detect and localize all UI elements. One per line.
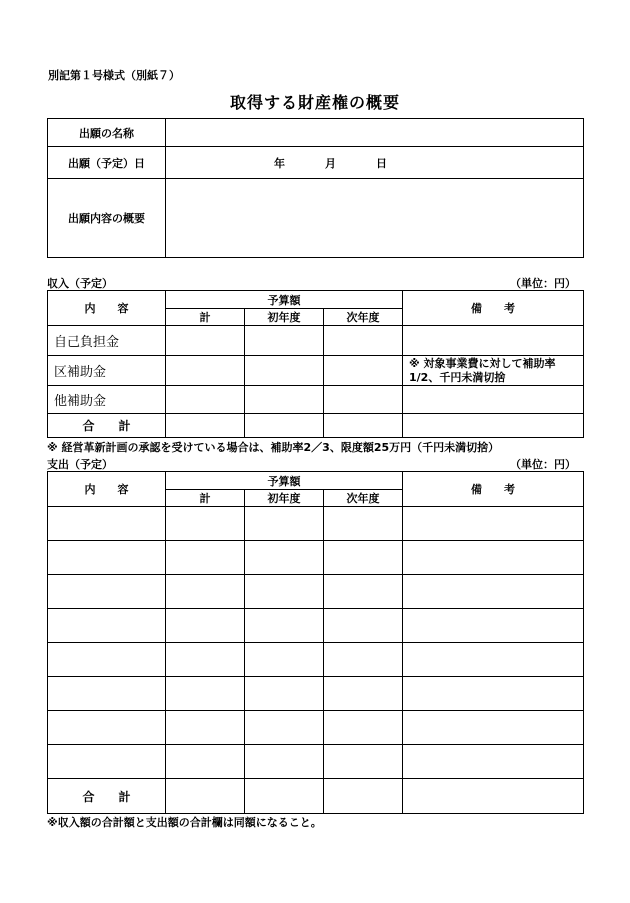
- form-number: 別記第１号様式（別紙７）: [48, 69, 180, 82]
- expense-unit-label: （単位：円）: [510, 458, 576, 471]
- income-remarks-cell[interactable]: [403, 386, 584, 414]
- expense-item-cell[interactable]: [48, 711, 166, 745]
- income-footnote: ※ 経営革新計画の承認を受けている場合は、補助率2／3、限度額25万円（千円未満切捨）: [47, 441, 500, 454]
- income-cell[interactable]: [166, 386, 245, 414]
- expense-cell[interactable]: [245, 575, 324, 609]
- expense-cell[interactable]: [245, 541, 324, 575]
- income-remarks-note: [403, 356, 584, 386]
- expense-remarks-cell[interactable]: [403, 745, 584, 779]
- income-row-other-subsidy: 他補助金: [48, 386, 166, 414]
- expense-footnote: ※収入額の合計額と支出額の合計欄は同額になること。: [47, 816, 322, 829]
- income-row-self-funding: 自己負担金: [48, 326, 166, 356]
- expense-cell[interactable]: [324, 609, 403, 643]
- expense-header-remarks: 備 考: [403, 472, 584, 507]
- date-year-label: 年: [274, 156, 285, 170]
- expense-cell[interactable]: [245, 643, 324, 677]
- income-section-label: 収入（予定）: [47, 277, 113, 290]
- expense-cell[interactable]: [245, 711, 324, 745]
- income-cell[interactable]: [324, 386, 403, 414]
- expense-cell[interactable]: [324, 745, 403, 779]
- expense-cell[interactable]: [245, 677, 324, 711]
- document-title: 取得する財産権の概要: [229, 93, 400, 112]
- application-name-label: 出願の名称: [48, 119, 166, 147]
- expense-cell[interactable]: [324, 711, 403, 745]
- expense-cell[interactable]: [324, 643, 403, 677]
- expense-cell[interactable]: [324, 541, 403, 575]
- income-cell[interactable]: [324, 356, 403, 386]
- date-month-label: 月: [325, 156, 336, 170]
- expense-cell[interactable]: [166, 745, 245, 779]
- subsidy-rate-note-line2: 1/2、千円未満切捨: [409, 370, 506, 384]
- expense-header-content: 内 容: [48, 472, 166, 507]
- income-cell[interactable]: [245, 326, 324, 356]
- expense-header-budget: 予算額: [166, 472, 403, 490]
- expense-remarks-cell[interactable]: [403, 643, 584, 677]
- application-name-field[interactable]: [166, 119, 584, 147]
- income-sum-cell[interactable]: [245, 414, 324, 438]
- expense-item-cell[interactable]: [48, 609, 166, 643]
- income-sum-remarks-cell[interactable]: [403, 414, 584, 438]
- expense-item-cell[interactable]: [48, 677, 166, 711]
- income-header-total: 計: [166, 309, 245, 326]
- expense-item-cell[interactable]: [48, 575, 166, 609]
- expense-header-first-year: 初年度: [245, 490, 324, 507]
- subsidy-rate-note-line1: ※ 対象事業費に対して補助率: [409, 356, 556, 370]
- income-unit-label: （単位：円）: [510, 277, 576, 290]
- income-sum-cell[interactable]: [324, 414, 403, 438]
- application-date-label: 出願（予定）日: [48, 147, 166, 179]
- income-cell[interactable]: [245, 386, 324, 414]
- income-cell[interactable]: [166, 356, 245, 386]
- expense-cell[interactable]: [166, 609, 245, 643]
- income-sum-label: 合 計: [48, 414, 166, 438]
- expense-cell[interactable]: [324, 677, 403, 711]
- expense-item-cell[interactable]: [48, 507, 166, 541]
- expense-sum-cell[interactable]: [245, 779, 324, 814]
- income-remarks-cell[interactable]: [403, 326, 584, 356]
- application-summary-field[interactable]: [166, 179, 584, 258]
- expense-cell[interactable]: [245, 507, 324, 541]
- expense-cell[interactable]: [166, 677, 245, 711]
- expense-sum-cell[interactable]: [324, 779, 403, 814]
- date-day-label: 日: [376, 156, 387, 170]
- expense-remarks-cell[interactable]: [403, 507, 584, 541]
- expense-item-cell[interactable]: [48, 745, 166, 779]
- expense-section-label: 支出（予定）: [47, 458, 113, 471]
- income-cell[interactable]: [324, 326, 403, 356]
- expense-table: [47, 471, 584, 814]
- income-header-content: 内 容: [48, 291, 166, 326]
- expense-cell[interactable]: [166, 643, 245, 677]
- expense-remarks-cell[interactable]: [403, 609, 584, 643]
- expense-remarks-cell[interactable]: [403, 541, 584, 575]
- income-header-next-year: 次年度: [324, 309, 403, 326]
- expense-sum-cell[interactable]: [166, 779, 245, 814]
- expense-cell[interactable]: [324, 575, 403, 609]
- expense-cell[interactable]: [245, 745, 324, 779]
- expense-item-cell[interactable]: [48, 541, 166, 575]
- expense-remarks-cell[interactable]: [403, 711, 584, 745]
- income-header-budget: 予算額: [166, 291, 403, 309]
- expense-cell[interactable]: [166, 507, 245, 541]
- expense-sum-label: 合 計: [48, 779, 166, 814]
- income-sum-cell[interactable]: [166, 414, 245, 438]
- expense-cell[interactable]: [166, 575, 245, 609]
- expense-cell[interactable]: [166, 541, 245, 575]
- income-header-remarks: 備 考: [403, 291, 584, 326]
- expense-cell[interactable]: [245, 609, 324, 643]
- expense-cell[interactable]: [166, 711, 245, 745]
- income-cell[interactable]: [166, 326, 245, 356]
- expense-remarks-cell[interactable]: [403, 575, 584, 609]
- income-table: [47, 290, 584, 438]
- income-header-first-year: 初年度: [245, 309, 324, 326]
- income-row-ward-subsidy: 区補助金: [48, 356, 166, 386]
- application-summary-label: 出願内容の概要: [48, 179, 166, 258]
- income-cell[interactable]: [245, 356, 324, 386]
- expense-item-cell[interactable]: [48, 643, 166, 677]
- expense-remarks-cell[interactable]: [403, 677, 584, 711]
- expense-header-total: 計: [166, 490, 245, 507]
- expense-cell[interactable]: [324, 507, 403, 541]
- expense-header-next-year: 次年度: [324, 490, 403, 507]
- application-info-table: [47, 118, 584, 258]
- application-date-field[interactable]: [166, 147, 584, 179]
- expense-sum-remarks-cell[interactable]: [403, 779, 584, 814]
